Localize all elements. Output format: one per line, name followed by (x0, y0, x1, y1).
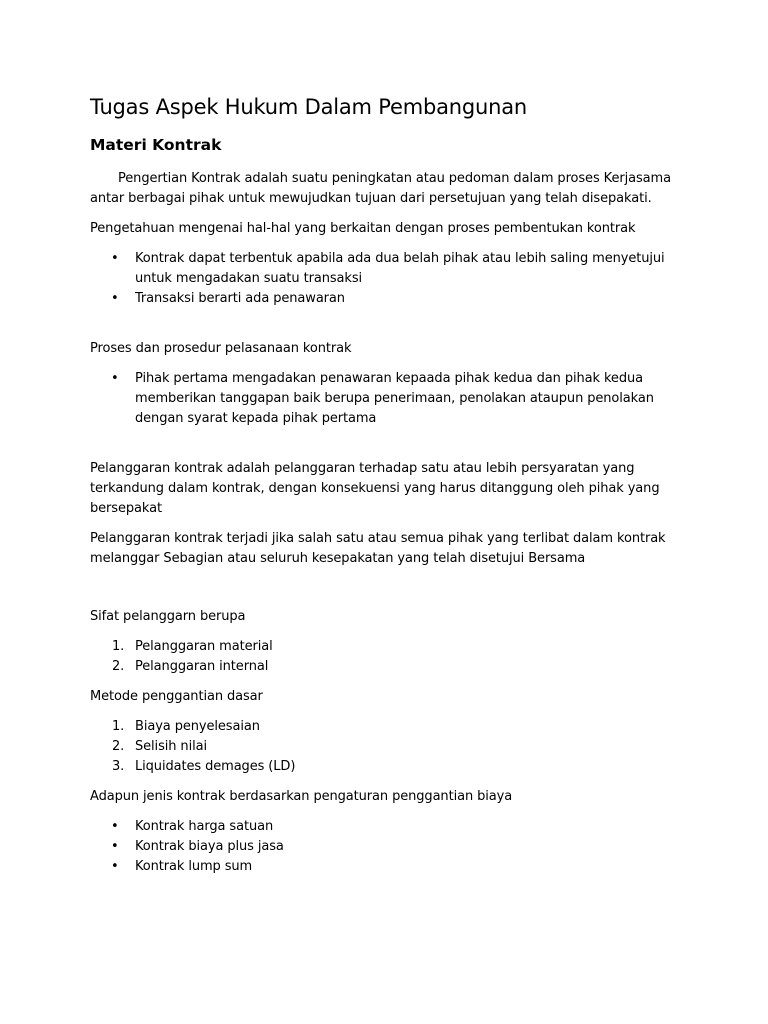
bullet-icon: • (111, 251, 119, 266)
list-item: • Kontrak dapat terbentuk apabila ada dua belah pihak atau lebih saling menyetujui untuk mengadakan suatu transaksi (111, 251, 665, 286)
list-item: 1. Pelanggaran material (112, 639, 273, 654)
section2-list (90, 369, 690, 429)
list-item: 2. Pelanggaran internal (112, 659, 269, 674)
section4-list (90, 717, 690, 777)
document-subtitle: Materi Kontrak (90, 136, 222, 154)
section2-heading: Proses dan prosedur pelasanaan kontrak (90, 341, 352, 356)
section4-heading: Metode penggantian dasar (90, 689, 263, 704)
pelanggaran-paragraph-1: Pelanggaran kontrak adalah pelanggaran terhadap satu atau lebih persyaratan yang terkandung dalam kontrak, dengan konsekuensi yang harus ditanggung oleh pihak yang bersepakat (90, 461, 660, 516)
list-item: 3. Liquidates demages (LD) (112, 759, 296, 774)
section1-heading: Pengetahuan mengenai hal-hal yang berkaitan dengan proses pembentukan kontrak (90, 221, 636, 236)
bullet-icon: • (111, 371, 119, 386)
pelanggaran-paragraph-2: Pelanggaran kontrak terjadi jika salah satu atau semua pihak yang terlibat dalam kontrak melanggar Sebagian atau seluruh kesepakatan yang telah disetujui Bersama (90, 531, 666, 566)
section5-heading: Adapun jenis kontrak berdasarkan pengaturan penggantian biaya (90, 789, 513, 804)
intro-paragraph: Pengertian Kontrak adalah suatu peningkatan atau pedoman dalam proses Kerjasama antar berbagai pihak untuk mewujudkan tujuan dari persetujuan yang telah disepakati. (90, 171, 671, 206)
list-item: • Pihak pertama mengadakan penawaran kepaada pihak kedua dan pihak kedua memberikan tanggapan baik berupa penerimaan, penolakan ataupun penolakan dengan syarat kepada pihak pertama (111, 371, 654, 426)
spacer (90, 319, 690, 339)
section3-heading: Sifat pelanggarn berupa (90, 609, 246, 624)
list-item: 2. Selisih nilai (112, 739, 207, 754)
document-page (90, 92, 690, 887)
document-title: Tugas Aspek Hukum Dalam Pembangunan (90, 95, 528, 119)
spacer (90, 579, 690, 607)
list-item: • Kontrak biaya plus jasa (135, 837, 690, 857)
list-item: • Kontrak lump sum (135, 857, 690, 877)
section1-list (90, 249, 690, 309)
spacer (90, 439, 690, 459)
list-item: • Transaksi berarti ada penawaran (135, 289, 690, 309)
list-item: • Kontrak harga satuan (135, 817, 690, 837)
bullet-icon: • (111, 839, 119, 854)
section3-list (90, 637, 690, 677)
list-item: 1. Biaya penyelesaian (112, 719, 260, 734)
bullet-icon: • (111, 819, 119, 834)
section5-list (90, 817, 690, 877)
bullet-icon: • (111, 291, 119, 306)
bullet-icon: • (111, 859, 119, 874)
